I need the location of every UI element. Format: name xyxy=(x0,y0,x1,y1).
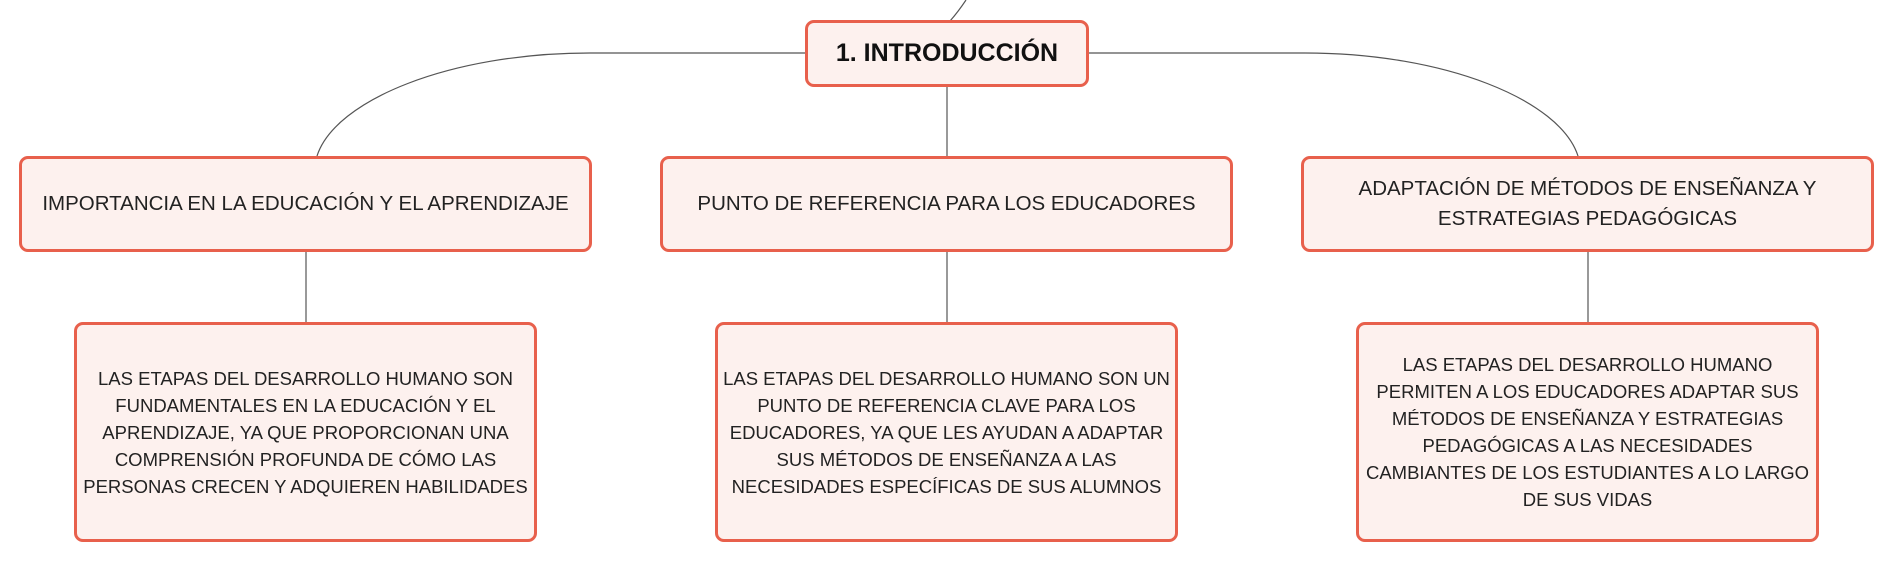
branch-node-adaptacion[interactable]: ADAPTACIÓN DE MÉTODOS DE ENSEÑANZA Y ESTRATEGIAS PEDAGÓGICAS xyxy=(1301,156,1874,252)
root-node[interactable]: 1. INTRODUCCIÓN xyxy=(805,20,1089,87)
detail-node-punto-de-referencia[interactable]: LAS ETAPAS DEL DESARROLLO HUMANO SON UN PUNTO DE REFERENCIA CLAVE PARA LOS EDUCADORES, YA QUE LES AYUDAN A ADAPTAR SUS MÉTODOS DE ENSEÑANZA A LAS NECESIDADES ESPECÍFICAS DE SUS ALUMNOS xyxy=(715,322,1178,542)
connector-root-to-branch-3 xyxy=(1089,53,1578,156)
parent-connector xyxy=(950,0,966,21)
branch-node-punto-de-referencia[interactable]: PUNTO DE REFERENCIA PARA LOS EDUCADORES xyxy=(660,156,1233,252)
detail-node-adaptacion[interactable]: LAS ETAPAS DEL DESARROLLO HUMANO PERMITEN A LOS EDUCADORES ADAPTAR SUS MÉTODOS DE ENSEÑANZA Y ESTRATEGIAS PEDAGÓGICAS A LAS NECESIDADES CAMBIANTES DE LOS ESTUDIANTES A LO LARGO DE SUS VIDAS xyxy=(1356,322,1819,542)
branch-node-importancia[interactable]: IMPORTANCIA EN LA EDUCACIÓN Y EL APRENDIZAJE xyxy=(19,156,592,252)
detail-node-importancia[interactable]: LAS ETAPAS DEL DESARROLLO HUMANO SON FUNDAMENTALES EN LA EDUCACIÓN Y EL APRENDIZAJE, YA QUE PROPORCIONAN UNA COMPRENSIÓN PROFUNDA DE CÓMO LAS PERSONAS CRECEN Y ADQUIEREN HABILIDADES xyxy=(74,322,537,542)
connector-root-to-branch-1 xyxy=(317,53,805,156)
